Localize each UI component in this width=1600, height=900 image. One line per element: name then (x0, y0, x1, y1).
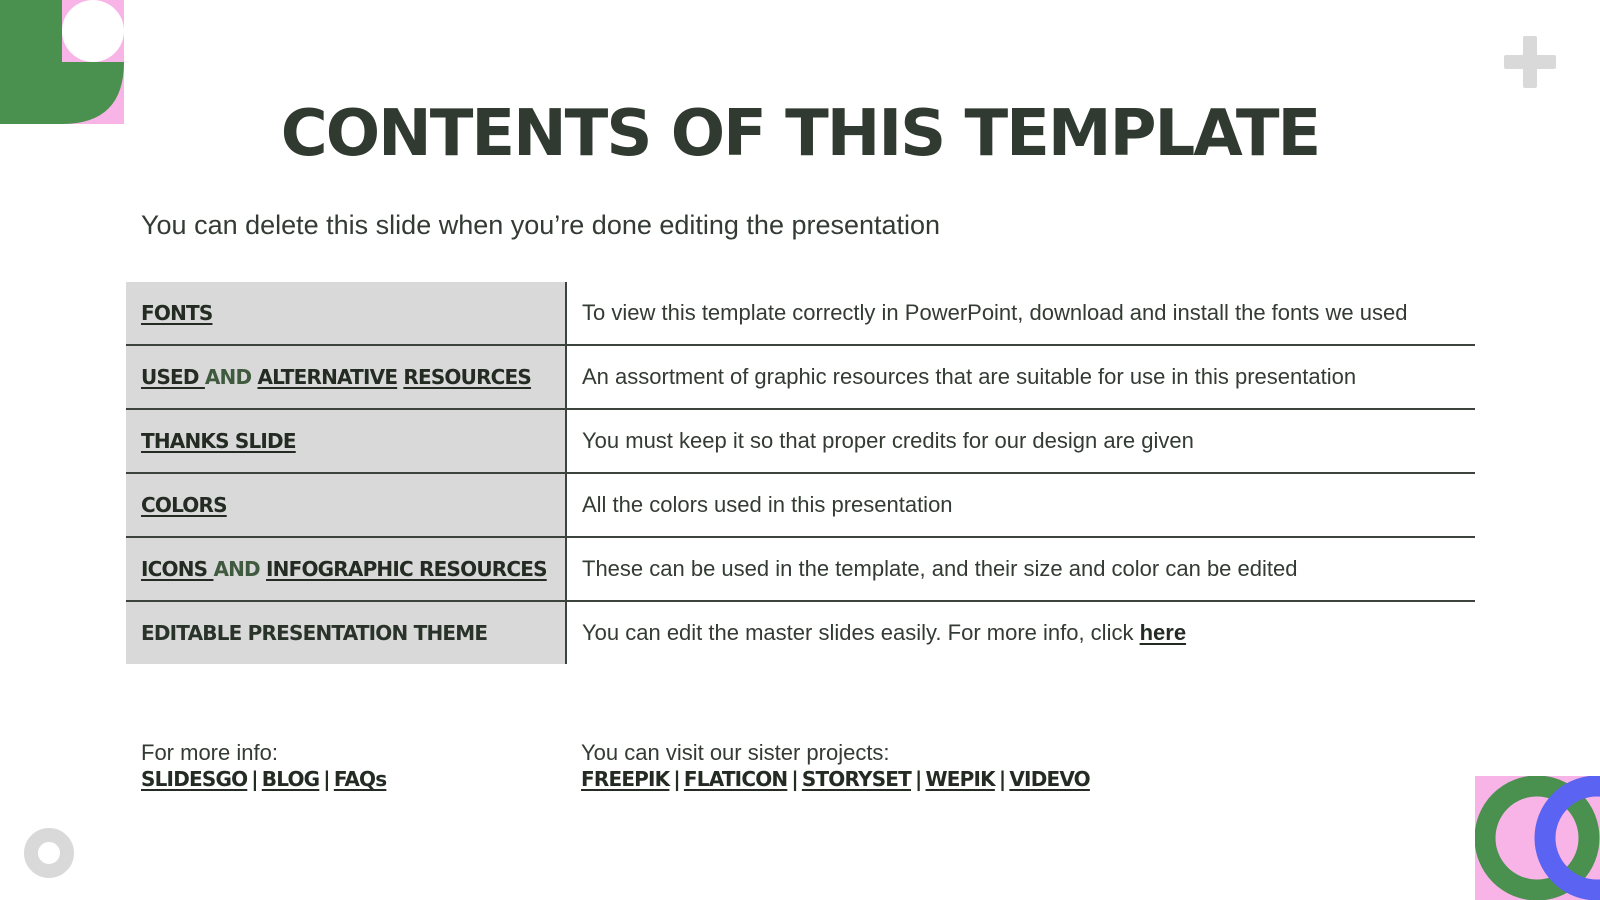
link-faqs[interactable]: FAQs (333, 767, 387, 791)
row-label-link[interactable]: THANKS SLIDE (141, 429, 296, 453)
link-blog[interactable]: BLOG (261, 767, 320, 791)
row-label-cell (126, 537, 566, 601)
link-videvo[interactable]: VIDEVO (1009, 767, 1090, 791)
row-label-link[interactable]: FONTS (141, 301, 213, 325)
more-info-links: SLIDESGO | BLOG | FAQs (141, 767, 387, 791)
row-description: You can edit the master slides easily. For more info, click (582, 620, 1140, 645)
row-description-cell (566, 282, 1475, 345)
row-label-cell (126, 282, 566, 345)
contents-table (126, 282, 1475, 664)
more-info-block (141, 740, 386, 792)
link-slidesgo[interactable]: SLIDESGO (141, 767, 248, 791)
row-label-link[interactable]: ALTERNATIVE (257, 365, 398, 389)
row-label-text: AND (213, 557, 267, 581)
row-label-cell (126, 409, 566, 473)
row-label-cell (126, 601, 566, 664)
row-description-cell (566, 537, 1475, 601)
plus-icon (1504, 36, 1556, 88)
row-label-link[interactable]: INFOGRAPHIC RESOURCES (266, 557, 547, 581)
link-flaticon[interactable]: FLATICON (683, 767, 788, 791)
row-description-cell (566, 473, 1475, 537)
here-link[interactable]: here (1139, 620, 1187, 645)
row-label-text: EDITABLE PRESENTATION THEME (141, 621, 488, 645)
ring-icon (24, 828, 74, 878)
row-description: You must keep it so that proper credits for our design are given (582, 428, 1194, 453)
table-row (126, 601, 1475, 664)
row-description: These can be used in the template, and their size and color can be edited (582, 556, 1298, 581)
table-row (126, 409, 1475, 473)
table-row (126, 473, 1475, 537)
row-label-cell (126, 345, 566, 409)
table-row (126, 537, 1475, 601)
row-label-cell (126, 473, 566, 537)
table-row (126, 345, 1475, 409)
row-description: An assortment of graphic resources that are suitable for use in this presentation (582, 364, 1357, 389)
row-label-link[interactable]: RESOURCES (403, 365, 532, 389)
sister-projects-label: You can visit our sister projects: (581, 740, 890, 765)
corner-rings-bottom-right (1475, 776, 1600, 900)
row-description-cell (566, 601, 1475, 664)
link-wepik[interactable]: WEPIK (925, 767, 995, 791)
row-label-link[interactable]: COLORS (141, 493, 227, 517)
row-label-link[interactable]: USED (141, 365, 205, 389)
row-label-link[interactable]: ICONS (141, 557, 214, 581)
row-description-cell (566, 409, 1475, 473)
sister-projects-links: FREEPIK | FLATICON | STORYSET | WEPIK | VIDEVO (581, 767, 1090, 791)
sister-projects-block (581, 740, 1090, 792)
row-description: To view this template correctly in PowerPoint, download and install the fonts we used (582, 300, 1408, 325)
link-storyset[interactable]: STORYSET (801, 767, 912, 791)
link-freepik[interactable]: FREEPIK (581, 767, 670, 791)
more-info-label: For more info: (141, 740, 278, 765)
page-title: CONTENTS OF THIS TEMPLATE (280, 97, 1320, 171)
row-description: All the colors used in this presentation (582, 492, 953, 517)
subtitle: You can delete this slide when you’re done editing the presentation (141, 210, 941, 240)
table-row (126, 282, 1475, 345)
row-label-text: AND (204, 365, 258, 389)
row-description-cell (566, 345, 1475, 409)
